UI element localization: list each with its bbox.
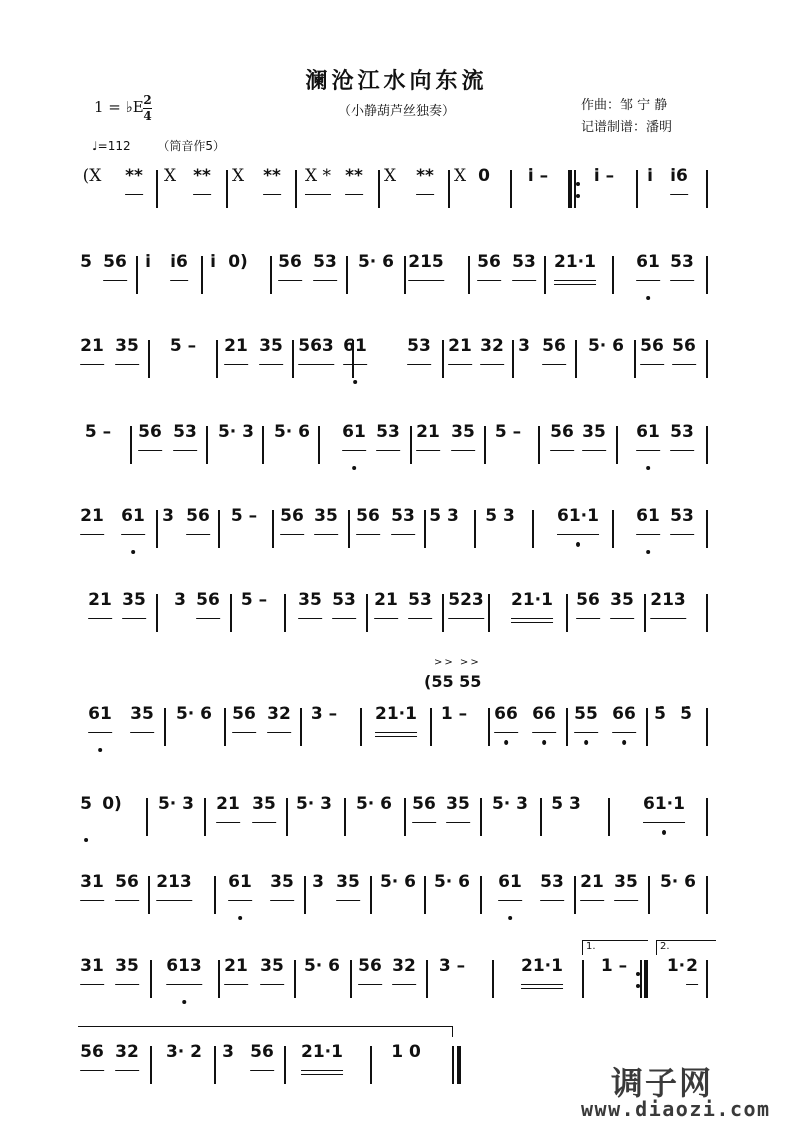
note-group: 2 bbox=[686, 956, 698, 1006]
barline bbox=[706, 876, 708, 914]
note-group: 53 bbox=[540, 872, 564, 922]
score-title: 澜沧江水向东流 bbox=[305, 68, 488, 94]
note-group: 35 bbox=[259, 336, 283, 386]
barline bbox=[575, 340, 577, 378]
note-group: ** bbox=[416, 166, 434, 216]
barline bbox=[148, 876, 150, 914]
note-group: 5 3 bbox=[485, 506, 515, 526]
transcriber-credit: 记谱制谱：潘明 bbox=[581, 120, 673, 135]
barline bbox=[538, 426, 540, 464]
note-group: 61 bbox=[343, 336, 367, 386]
score-row bbox=[78, 338, 708, 384]
ossia-accents: >> >> bbox=[434, 657, 481, 668]
barline bbox=[646, 708, 648, 746]
fingering-note: （筒音作5） bbox=[157, 139, 225, 153]
barline bbox=[148, 340, 150, 378]
note-group: 5· 3 bbox=[157, 794, 195, 814]
barline bbox=[706, 594, 708, 632]
note-group: 35 bbox=[270, 872, 294, 922]
note-group: 61 bbox=[636, 252, 660, 302]
score-subtitle: （小静葫芦丝独奏） bbox=[337, 104, 455, 119]
note-group: 5· 6 bbox=[659, 872, 697, 892]
note-group: 35 bbox=[260, 956, 284, 1006]
note-group: 56 bbox=[640, 336, 664, 386]
note-group: i̇ – bbox=[527, 166, 549, 186]
note-group: 5· 6 bbox=[357, 252, 395, 272]
note-group: 32 bbox=[267, 704, 291, 754]
final-barline bbox=[452, 1046, 454, 1084]
note-group: 5· 3 bbox=[295, 794, 333, 814]
note-group: 3 bbox=[312, 872, 324, 892]
note-group: 5· 3 bbox=[491, 794, 529, 814]
barline bbox=[706, 798, 708, 836]
note-group: 5· 6 bbox=[273, 422, 311, 442]
barline bbox=[156, 170, 158, 208]
note-group: 66 bbox=[612, 704, 636, 754]
note-group: 61 bbox=[88, 704, 112, 754]
score-row bbox=[78, 424, 708, 470]
note-group: 56 bbox=[115, 872, 139, 922]
barline bbox=[544, 256, 546, 294]
barline bbox=[344, 798, 346, 836]
barline bbox=[318, 426, 320, 464]
note-group: 56 bbox=[186, 506, 210, 556]
note-group: 56 bbox=[576, 590, 600, 640]
note-group: 21 bbox=[448, 336, 472, 386]
barline bbox=[574, 876, 576, 914]
note-group: 5· 6 bbox=[379, 872, 417, 892]
barline bbox=[130, 426, 132, 464]
note-group: 3· 2 bbox=[165, 1042, 203, 1062]
barline bbox=[488, 708, 490, 746]
note-group: 56 bbox=[550, 422, 574, 472]
note-group: 61·1 bbox=[643, 794, 685, 844]
note-group: 53 bbox=[332, 590, 356, 640]
barline bbox=[292, 340, 294, 378]
score-row bbox=[78, 958, 708, 1004]
barline bbox=[214, 1046, 216, 1084]
note-group: 21·1 bbox=[511, 590, 553, 640]
note-group: 215 bbox=[408, 252, 444, 302]
note-group: 35 bbox=[115, 336, 139, 386]
repeat-end bbox=[644, 960, 648, 998]
barline bbox=[404, 256, 406, 294]
barline bbox=[480, 798, 482, 836]
note-group: 3 bbox=[174, 590, 186, 610]
barline bbox=[442, 594, 444, 632]
note-group: X * bbox=[305, 166, 331, 216]
note-group: i̇ bbox=[210, 252, 216, 272]
time-signature-bottom: 4 bbox=[143, 109, 152, 123]
volta-2: 2. bbox=[656, 940, 716, 955]
note-group: 31 bbox=[80, 872, 104, 922]
barline bbox=[262, 426, 264, 464]
note-group: 21 bbox=[80, 506, 104, 556]
barline bbox=[216, 340, 218, 378]
note-group: 3 – bbox=[310, 704, 338, 724]
note-group: 56 bbox=[477, 252, 501, 302]
note-group: 35 bbox=[451, 422, 475, 472]
note-group: 5 – bbox=[494, 422, 522, 442]
note-group: 56 bbox=[672, 336, 696, 386]
barline bbox=[474, 510, 476, 548]
note-group: 563 bbox=[298, 336, 334, 386]
note-group: 53 bbox=[670, 422, 694, 472]
note-group: 56 bbox=[542, 336, 566, 386]
watermark-brand: 调子网 bbox=[611, 1064, 714, 1102]
barline bbox=[706, 170, 708, 208]
score-row bbox=[78, 874, 708, 920]
note-group: 1 – bbox=[600, 956, 628, 976]
note-group: 53 bbox=[670, 506, 694, 556]
note-group: 53 bbox=[313, 252, 337, 302]
barline bbox=[426, 960, 428, 998]
barline bbox=[644, 594, 646, 632]
note-group: 56 bbox=[196, 590, 220, 640]
note-group: i̇ bbox=[145, 252, 151, 272]
note-group: 1 0 bbox=[391, 1042, 421, 1062]
key-signature: 1 = ♭E bbox=[94, 98, 144, 116]
tempo-marking: ♩=112 bbox=[92, 139, 131, 153]
note-group: 21 bbox=[224, 336, 248, 386]
barline bbox=[224, 708, 226, 746]
note-group: 56 bbox=[138, 422, 162, 472]
note-group: 0) bbox=[102, 794, 122, 814]
barline bbox=[150, 960, 152, 998]
barline bbox=[488, 594, 490, 632]
barline bbox=[480, 876, 482, 914]
score-row bbox=[78, 796, 708, 842]
note-group: 0) bbox=[228, 252, 248, 272]
barline bbox=[448, 170, 450, 208]
barline bbox=[284, 594, 286, 632]
note-group: X bbox=[383, 166, 397, 186]
note-group: 56 bbox=[278, 252, 302, 302]
note-group: 56 bbox=[280, 506, 304, 556]
barline bbox=[616, 426, 618, 464]
note-group: 56 bbox=[232, 704, 256, 754]
tempo-line bbox=[92, 137, 225, 154]
ossia-passage bbox=[424, 657, 504, 706]
note-group: 0 bbox=[478, 166, 490, 186]
barline bbox=[706, 256, 708, 294]
note-group: ** bbox=[263, 166, 281, 216]
note-group: 213 bbox=[650, 590, 686, 640]
note-group: 53 bbox=[173, 422, 197, 472]
barline bbox=[706, 340, 708, 378]
composer-credit: 作曲：邹 宁 静 bbox=[581, 98, 668, 113]
barline bbox=[424, 510, 426, 548]
barline bbox=[360, 708, 362, 746]
barline bbox=[226, 170, 228, 208]
watermark-url: www.diaozi.com bbox=[581, 1097, 771, 1121]
note-group: 5· 6 bbox=[175, 704, 213, 724]
note-group: 56 bbox=[356, 506, 380, 556]
barline bbox=[304, 876, 306, 914]
note-group: 35 bbox=[115, 956, 139, 1006]
ending-bracket-line bbox=[78, 1026, 453, 1027]
barline bbox=[218, 960, 220, 998]
note-group: 5 3 bbox=[551, 794, 581, 814]
note-group: 5 3 bbox=[429, 506, 459, 526]
note-group: 3 bbox=[518, 336, 530, 356]
barline bbox=[492, 960, 494, 998]
note-group: 53 bbox=[376, 422, 400, 472]
score-row bbox=[78, 592, 708, 638]
barline bbox=[201, 256, 203, 294]
note-group: 5 – bbox=[240, 590, 268, 610]
barline bbox=[582, 960, 584, 998]
note-group: X bbox=[163, 166, 177, 186]
barline bbox=[706, 510, 708, 548]
note-group: 1· bbox=[666, 956, 686, 976]
barline bbox=[300, 708, 302, 746]
note-group: 35 bbox=[446, 794, 470, 844]
barline bbox=[648, 876, 650, 914]
note-group: 21 bbox=[80, 336, 104, 386]
barline bbox=[442, 340, 444, 378]
barline bbox=[218, 510, 220, 548]
barline bbox=[706, 708, 708, 746]
note-group: 55 bbox=[574, 704, 598, 754]
barline bbox=[272, 510, 274, 548]
barline bbox=[430, 708, 432, 746]
note-group: 61 bbox=[121, 506, 145, 556]
note-group: 53 bbox=[512, 252, 536, 302]
barline bbox=[612, 256, 614, 294]
note-group: 21·1 bbox=[554, 252, 596, 302]
barline bbox=[204, 798, 206, 836]
note-group: X bbox=[231, 166, 245, 186]
barline bbox=[136, 256, 138, 294]
barline bbox=[410, 426, 412, 464]
barline bbox=[636, 170, 638, 208]
note-group: 35 bbox=[298, 590, 322, 640]
barline bbox=[156, 510, 158, 548]
barline bbox=[348, 510, 350, 548]
note-group: ** bbox=[193, 166, 211, 216]
note-group: 32 bbox=[115, 1042, 139, 1092]
barline bbox=[566, 594, 568, 632]
note-group: 21 bbox=[88, 590, 112, 640]
note-group: i̇ bbox=[647, 166, 653, 186]
note-group: 21·1 bbox=[375, 704, 417, 754]
note-group: 5̇ bbox=[680, 704, 692, 724]
note-group: 56 bbox=[250, 1042, 274, 1092]
note-group: i̇6 bbox=[170, 252, 188, 302]
note-group: 3 bbox=[222, 1042, 234, 1062]
barline bbox=[350, 960, 352, 998]
note-group: 21 bbox=[224, 956, 248, 1006]
note-group: 5· 6 bbox=[433, 872, 471, 892]
note-group: 1 – bbox=[440, 704, 468, 724]
note-group: X bbox=[453, 166, 467, 186]
note-group: 35 bbox=[336, 872, 360, 922]
time-signature-top: 2 bbox=[143, 93, 152, 107]
note-group: 3 bbox=[162, 506, 174, 526]
time-signature bbox=[143, 94, 152, 123]
barline bbox=[706, 960, 708, 998]
note-group: 5· 6 bbox=[303, 956, 341, 976]
note-group: 61 bbox=[498, 872, 522, 922]
note-group: 21 bbox=[580, 872, 604, 922]
barline bbox=[346, 256, 348, 294]
note-group: ** bbox=[345, 166, 363, 216]
note-group: i̇6 bbox=[670, 166, 688, 216]
barline bbox=[156, 594, 158, 632]
note-group: 35 bbox=[610, 590, 634, 640]
note-group: 21·1 bbox=[301, 1042, 343, 1092]
note-group: 523 bbox=[448, 590, 484, 640]
repeat-start bbox=[568, 170, 572, 208]
note-group: 61 bbox=[636, 422, 660, 472]
note-group: 56 bbox=[80, 1042, 104, 1092]
note-group: 61 bbox=[636, 506, 660, 556]
barline bbox=[612, 510, 614, 548]
barline bbox=[378, 170, 380, 208]
note-group: 35 bbox=[614, 872, 638, 922]
note-group: 66 bbox=[494, 704, 518, 754]
score-row bbox=[78, 508, 708, 554]
note-group: 35 bbox=[582, 422, 606, 472]
barline bbox=[146, 798, 148, 836]
note-group: 5· 6 bbox=[587, 336, 625, 356]
note-group: 5· 6 bbox=[355, 794, 393, 814]
barline bbox=[540, 798, 542, 836]
barline bbox=[286, 798, 288, 836]
barline bbox=[532, 510, 534, 548]
barline bbox=[468, 256, 470, 294]
note-group: 5 bbox=[80, 794, 92, 844]
barline bbox=[370, 1046, 372, 1084]
note-group: 61 bbox=[228, 872, 252, 922]
barline bbox=[634, 340, 636, 378]
barline bbox=[424, 876, 426, 914]
note-group: 3 – bbox=[438, 956, 466, 976]
barline bbox=[566, 708, 568, 746]
barline bbox=[230, 594, 232, 632]
note-group: 613 bbox=[166, 956, 202, 1006]
note-group: 61 bbox=[342, 422, 366, 472]
note-group: 21 bbox=[416, 422, 440, 472]
note-group: ** bbox=[125, 166, 143, 216]
note-group: 5· 3 bbox=[217, 422, 255, 442]
barline bbox=[164, 708, 166, 746]
barline bbox=[510, 170, 512, 208]
note-group: 53 bbox=[670, 252, 694, 302]
barline bbox=[206, 426, 208, 464]
barline bbox=[214, 876, 216, 914]
note-group: 21·1 bbox=[521, 956, 563, 1006]
score-row bbox=[78, 254, 708, 300]
note-group: 56 bbox=[412, 794, 436, 844]
note-group: 32 bbox=[392, 956, 416, 1006]
note-group: 5 – bbox=[230, 506, 258, 526]
note-group: 21 bbox=[216, 794, 240, 844]
note-group: 5̇ bbox=[654, 704, 666, 724]
barline bbox=[270, 256, 272, 294]
note-group: 56 bbox=[103, 252, 127, 302]
score-row bbox=[78, 706, 708, 752]
note-group: 5 – bbox=[169, 336, 197, 356]
note-group: 53 bbox=[407, 336, 431, 386]
note-group: 5 – bbox=[84, 422, 112, 442]
barline bbox=[608, 798, 610, 836]
note-group: 35 bbox=[314, 506, 338, 556]
note-group: 61·1 bbox=[557, 506, 599, 556]
note-group: 53 bbox=[391, 506, 415, 556]
score-row bbox=[78, 168, 708, 214]
note-group: 5 bbox=[80, 252, 92, 272]
note-group: (X bbox=[82, 166, 102, 186]
note-group: 21 bbox=[374, 590, 398, 640]
barline bbox=[295, 170, 297, 208]
volta-1: 1. bbox=[582, 940, 648, 955]
barline bbox=[370, 876, 372, 914]
ossia-notes: (55 55 bbox=[424, 672, 482, 691]
barline bbox=[512, 340, 514, 378]
barline bbox=[706, 426, 708, 464]
note-group: i̇ – bbox=[593, 166, 615, 186]
note-group: 35 bbox=[252, 794, 276, 844]
note-group: 56 bbox=[358, 956, 382, 1006]
barline bbox=[484, 426, 486, 464]
note-group: 31 bbox=[80, 956, 104, 1006]
note-group: 32 bbox=[480, 336, 504, 386]
note-group: 35 bbox=[130, 704, 154, 754]
note-group: 53 bbox=[408, 590, 432, 640]
note-group: 35 bbox=[122, 590, 146, 640]
barline bbox=[150, 1046, 152, 1084]
barline bbox=[366, 594, 368, 632]
note-group: 213 bbox=[156, 872, 192, 922]
note-group: 66 bbox=[532, 704, 556, 754]
barline bbox=[284, 1046, 286, 1084]
barline bbox=[294, 960, 296, 998]
barline bbox=[404, 798, 406, 836]
